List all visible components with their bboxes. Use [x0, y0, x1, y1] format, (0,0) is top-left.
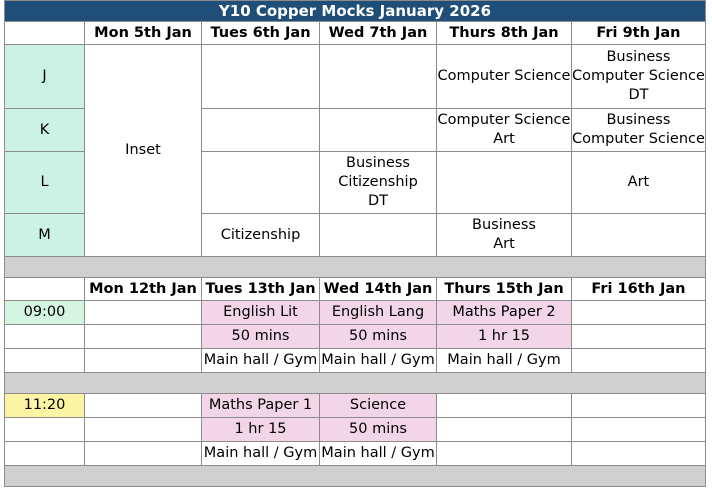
period-label: L [5, 152, 85, 214]
slot1-row-subject [5, 301, 706, 325]
exam-subject: Science [320, 394, 437, 418]
exam-cell [437, 45, 572, 109]
empty-cell [5, 418, 85, 442]
empty-cell [320, 214, 437, 257]
exam-cell [572, 109, 706, 152]
empty-cell [202, 109, 320, 152]
exam-duration: 1 hr 15 [437, 325, 572, 349]
day-header: Tues 13th Jan [202, 278, 320, 301]
period-label: K [5, 109, 85, 152]
slot1-row-duration [5, 325, 706, 349]
exam-duration: 50 mins [320, 418, 437, 442]
empty-cell [85, 349, 202, 373]
subject-text: Computer Science [572, 68, 705, 84]
time-label: 09:00 [5, 301, 85, 325]
week1-header-row [5, 22, 706, 45]
mock-timetable [4, 0, 706, 487]
subject-text: Business [472, 217, 536, 233]
day-header: Mon 12th Jan [85, 278, 202, 301]
empty-cell [572, 349, 706, 373]
separator-row [5, 257, 706, 278]
empty-cell [85, 442, 202, 466]
slot1-row-room [5, 349, 706, 373]
exam-cell [320, 152, 437, 214]
subject-text: Art [493, 236, 515, 252]
subject-text: Art [493, 131, 515, 147]
inset-cell: Inset [85, 45, 202, 257]
exam-subject: Maths Paper 1 [202, 394, 320, 418]
empty-cell [572, 394, 706, 418]
empty-cell [572, 442, 706, 466]
period-row-j [5, 45, 706, 109]
exam-duration: 1 hr 15 [202, 418, 320, 442]
exam-room: Main hall / Gym [202, 349, 320, 373]
subject-text: Business [606, 49, 671, 65]
timetable-title: Y10 Copper Mocks January 2026 [5, 1, 706, 22]
day-header: Fri 16th Jan [572, 278, 706, 301]
slot2-row-room [5, 442, 706, 466]
period-label: J [5, 45, 85, 109]
exam-room: Main hall / Gym [320, 349, 437, 373]
empty-cell [320, 45, 437, 109]
empty-cell [437, 442, 572, 466]
empty-cell [437, 418, 572, 442]
empty-cell [572, 301, 706, 325]
empty-cell [320, 109, 437, 152]
separator-row [5, 373, 706, 394]
subject-text: Art [627, 174, 650, 190]
exam-room: Main hall / Gym [320, 442, 437, 466]
exam-subject: English Lang [320, 301, 437, 325]
empty-cell [85, 418, 202, 442]
empty-cell [572, 325, 706, 349]
empty-cell [437, 152, 572, 214]
day-header: Thurs 8th Jan [437, 22, 572, 45]
empty-cell [572, 214, 706, 257]
exam-duration: 50 mins [320, 325, 437, 349]
subject-text: DT [628, 87, 649, 103]
week2-header-row [5, 278, 706, 301]
subject-text: Business [346, 155, 410, 171]
slot2-row-duration [5, 418, 706, 442]
subject-text: Citizenship [220, 226, 301, 243]
empty-cell [202, 152, 320, 214]
empty-cell [572, 418, 706, 442]
subject-text: Citizenship [338, 174, 418, 190]
exam-cell [437, 214, 572, 257]
empty-cell [437, 394, 572, 418]
day-header: Wed 14th Jan [320, 278, 437, 301]
subject-text: Business [606, 112, 671, 128]
exam-cell [572, 152, 706, 214]
exam-cell [572, 45, 706, 109]
day-header: Wed 7th Jan [320, 22, 437, 45]
period-label: M [5, 214, 85, 257]
empty-cell [5, 349, 85, 373]
empty-cell [85, 301, 202, 325]
separator-row [5, 466, 706, 487]
exam-subject: English Lit [202, 301, 320, 325]
exam-duration: 50 mins [202, 325, 320, 349]
time-label: 11:20 [5, 394, 85, 418]
empty-cell [85, 325, 202, 349]
exam-cell [202, 214, 320, 257]
week2-corner [5, 278, 85, 301]
exam-cell [437, 109, 572, 152]
subject-text: Computer Science [437, 68, 571, 84]
exam-subject: Maths Paper 2 [437, 301, 572, 325]
week1-corner [5, 22, 85, 45]
day-header: Mon 5th Jan [85, 22, 202, 45]
empty-cell [5, 442, 85, 466]
empty-cell [5, 325, 85, 349]
empty-cell [85, 394, 202, 418]
exam-room: Main hall / Gym [437, 349, 572, 373]
day-header: Fri 9th Jan [572, 22, 706, 45]
subject-text: Computer Science [437, 112, 571, 128]
day-header: Tues 6th Jan [202, 22, 320, 45]
exam-room: Main hall / Gym [202, 442, 320, 466]
empty-cell [202, 45, 320, 109]
day-header: Thurs 15th Jan [437, 278, 572, 301]
slot2-row-subject [5, 394, 706, 418]
timetable-container [4, 0, 706, 487]
subject-text: Computer Science [572, 131, 705, 147]
subject-text: DT [367, 193, 389, 209]
